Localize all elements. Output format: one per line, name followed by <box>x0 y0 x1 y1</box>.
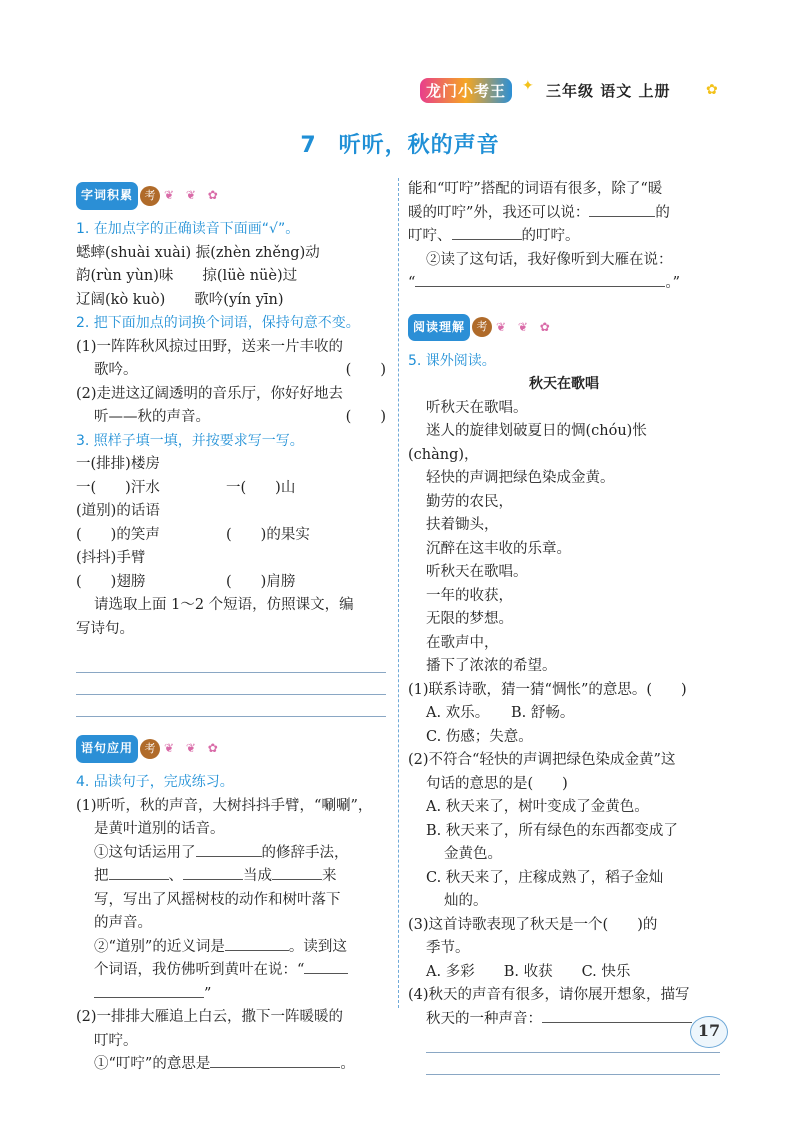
q3-fill-row[interactable] <box>76 524 386 548</box>
q4-text: 的叮咛。 <box>521 228 580 244</box>
butterfly-icon: ❦ ❦ ✿ <box>496 319 554 334</box>
q4-text: ①“叮咛”的意思是 <box>94 1056 211 1072</box>
q1-line: 蟋蟀(shuài xuài) 振(zhèn zhěng)动 <box>76 244 320 261</box>
q4-line: 写，写出了风摇树枝的动作和树叶落下 <box>94 891 341 908</box>
poem-line: (chàng)， <box>408 446 479 463</box>
q5-text: 秋天的一种声音： <box>426 1010 542 1027</box>
poem-title: 秋天在歌唱 <box>529 376 599 392</box>
answer-line[interactable] <box>426 1031 720 1053</box>
option-row[interactable]: A. 欢乐。 B. 舒畅。 <box>426 705 575 721</box>
lesson-title-text: 听听，秋的声音 <box>338 133 500 158</box>
section-header-vocab <box>76 182 386 218</box>
fill-blank[interactable] <box>210 1053 340 1068</box>
q3-fill[interactable]: 一( )山 <box>226 479 296 496</box>
option-c[interactable]: C. 秋天来了，庄稼成熟了，稻子金灿 <box>426 869 664 886</box>
q4-line: 的声音。 <box>94 915 152 931</box>
answer-line[interactable] <box>76 695 386 717</box>
answer-line[interactable] <box>76 651 386 673</box>
q5-sub-question: (3)这首诗歌表现了秋天是一个( )的 <box>408 916 658 933</box>
fill-blank[interactable] <box>542 1008 692 1023</box>
section-header-sentence <box>76 735 386 771</box>
right-column <box>408 178 720 1075</box>
lesson-number: 7 <box>300 133 317 158</box>
poem-line: 一年的收获， <box>426 587 513 604</box>
q3-instruction: 请选取上面 1～2 个短语，仿照课文，编 <box>94 597 354 613</box>
q1-line: 辽阔(kò kuò) 歌吟(yín yīn) <box>76 291 284 308</box>
q4-line <box>76 936 386 960</box>
q4-text: 。 <box>340 1056 355 1072</box>
q4-text: 把 <box>94 868 109 884</box>
q4-cont-line <box>408 272 720 296</box>
q4-cont-line: ②读了这句话，我好像听到大雁在说： <box>426 251 673 268</box>
q2-line: (1)一阵阵秋风掠过田野，送来一片丰收的 <box>76 338 344 355</box>
q4-line <box>76 1053 386 1077</box>
fill-blank[interactable] <box>452 225 522 240</box>
butterfly-icon: ❦ ❦ ✿ <box>164 741 222 755</box>
q3-example: 一(排排)楼房 <box>76 456 160 472</box>
answer-line[interactable] <box>76 673 386 695</box>
poem-line: 在歌声中， <box>426 634 499 651</box>
lesson-title <box>0 128 800 159</box>
star-icon: ✦ <box>522 78 534 94</box>
q4-cont-line <box>408 202 720 226</box>
q3-fill[interactable]: 一( )汗水 <box>76 479 160 496</box>
question-4-title: 4. 品读句子，完成练习。 <box>76 774 234 790</box>
q5-sub-question: (2)不符合“轻快的声调把绿色染成金黄”这 <box>408 752 676 768</box>
q4-line <box>76 959 386 983</box>
q4-line: (2)一排排大雁追上白云，撒下一阵暖暖的 <box>76 1009 344 1025</box>
q4-text: 当成 <box>243 868 272 884</box>
fill-blank[interactable] <box>272 865 322 880</box>
q5-sub-question <box>408 1008 720 1032</box>
fill-blank[interactable] <box>183 865 243 880</box>
poem-line: 无限的梦想。 <box>426 611 513 627</box>
q3-instruction: 写诗句。 <box>76 620 134 637</box>
question-5-title: 5. 课外阅读。 <box>408 352 496 369</box>
poem-body <box>408 397 720 679</box>
q5-sub-question: (4)秋天的声音有很多，请你展开想象，描写 <box>408 987 690 1003</box>
q4-text: 来 <box>322 868 337 884</box>
option-a[interactable]: A. 秋天来了，树叶变成了金黄色。 <box>426 799 649 815</box>
q3-fill[interactable]: ( )的笑声 <box>76 526 160 543</box>
q4-line <box>76 983 386 1007</box>
q4-cont-line: 能和“叮咛”搭配的词语有很多，除了“暖 <box>408 181 663 197</box>
q2-text: 歌吟。 <box>94 362 138 378</box>
poem-line: 播下了浓浓的希望。 <box>426 658 557 674</box>
poem-line: 听秋天在歌唱。 <box>426 564 528 580</box>
poem-line: 迷人的旋律划破夏日的惆(chóu)怅 <box>426 423 647 439</box>
answer-paren[interactable]: ( ) <box>345 409 386 425</box>
question-3-title: 3. 照样子填一填，并按要求写一写。 <box>76 432 304 449</box>
fill-blank[interactable] <box>225 936 289 951</box>
q4-line <box>76 842 386 866</box>
fill-blank[interactable] <box>589 202 655 217</box>
poem-line: 沉醉在这丰收的乐章。 <box>426 540 571 557</box>
brand-logo: 龙门小考王 <box>420 78 512 103</box>
q2-text: 听——秋的声音。 <box>94 409 210 425</box>
option-row[interactable]: A. 多彩 B. 收获 C. 快乐 <box>426 963 631 980</box>
page-number: 17 <box>690 1016 728 1048</box>
poem-line: 轻快的声调把绿色染成金黄。 <box>426 470 615 486</box>
q4-text: 的修辞手法， <box>261 844 349 861</box>
section-badge: 语句应用 <box>76 735 138 763</box>
page-header <box>420 76 730 106</box>
option-row[interactable]: C. 伤感；失意。 <box>426 728 533 745</box>
q4-text: ②“道别”的近义词是 <box>94 938 225 955</box>
q3-fill[interactable]: ( )肩膀 <box>226 573 296 590</box>
q4-text: 的 <box>655 204 670 221</box>
q2-line <box>76 359 386 383</box>
left-column <box>76 178 386 1077</box>
bear-icon: 考 <box>472 317 492 337</box>
q4-line: (1)听听，秋的声音，大树抖抖手臂，“唰唰”， <box>76 797 373 814</box>
q4-cont-line <box>408 225 720 249</box>
q5-sub-question: 季节。 <box>426 940 470 956</box>
q4-text: 暖的叮咛”外，我还可以说： <box>408 204 590 221</box>
fill-blank[interactable] <box>94 983 204 998</box>
q3-fill[interactable]: ( )的果实 <box>226 526 310 543</box>
q4-text: 、 <box>168 868 183 884</box>
poem-line: 听秋天在歌唱。 <box>426 399 528 416</box>
poem-line: 扶着锄头， <box>426 517 499 533</box>
q4-text: ①这句话运用了 <box>94 844 196 861</box>
option-b-cont: 金黄色。 <box>444 846 502 862</box>
q4-text: 。” <box>665 275 681 291</box>
q5-sub-question: 句话的意思的是( ) <box>426 775 568 792</box>
q3-fill-row[interactable] <box>76 571 386 595</box>
answer-line[interactable] <box>426 1053 720 1075</box>
section-badge: 字词积累 <box>76 182 138 210</box>
q4-line: 叮咛。 <box>94 1032 138 1049</box>
grade-label: 三年级 语文 上册 <box>546 82 671 100</box>
q2-line: (2)走进这辽阔透明的音乐厅，你好好地去 <box>76 385 344 402</box>
q5-sub-question: (1)联系诗歌，猜一猜“惆怅”的意思。( ) <box>408 681 687 698</box>
butterfly-icon: ❦ ❦ ✿ <box>164 188 222 202</box>
option-c-cont: 灿的。 <box>444 893 488 909</box>
fill-blank[interactable] <box>196 842 262 857</box>
q1-line: 韵(rùn yùn)味 掠(lüè nüè)过 <box>76 268 298 284</box>
q4-text: 个词语，我仿佛听到黄叶在说：“ <box>94 962 305 978</box>
column-divider <box>398 178 399 1008</box>
q3-fill[interactable]: ( )翅膀 <box>76 573 146 590</box>
bear-icon: 考 <box>140 186 160 206</box>
fill-blank[interactable] <box>304 959 348 974</box>
section-badge: 阅读理解 <box>408 314 470 342</box>
q4-text: 叮咛、 <box>408 228 452 244</box>
q4-text: ” <box>204 985 212 1002</box>
q3-example: (道别)的话语 <box>76 503 160 519</box>
q4-text: 。读到这 <box>288 938 347 955</box>
fill-blank[interactable] <box>415 272 665 287</box>
q4-line: 是黄叶道别的话音。 <box>94 821 225 837</box>
fill-blank[interactable] <box>109 865 169 880</box>
q2-line <box>76 406 386 430</box>
answer-paren[interactable]: ( ) <box>345 362 386 378</box>
bear-icon: 考 <box>140 739 160 759</box>
q4-line <box>76 865 386 889</box>
section-header-reading <box>408 314 720 350</box>
question-1-title: 1. 在加点字的正确读音下面画“√”。 <box>76 221 300 237</box>
option-b[interactable]: B. 秋天来了，所有绿色的东西都变成了 <box>426 822 678 839</box>
butterfly-icon: ✿ <box>706 82 718 98</box>
q3-example: (抖抖)手臂 <box>76 550 146 566</box>
q3-fill-row[interactable] <box>76 477 386 501</box>
question-2-title: 2. 把下面加点的词换个词语，保持句意不变。 <box>76 315 360 331</box>
q4-text: “ <box>408 275 416 291</box>
poem-line: 勤劳的农民， <box>426 493 513 510</box>
